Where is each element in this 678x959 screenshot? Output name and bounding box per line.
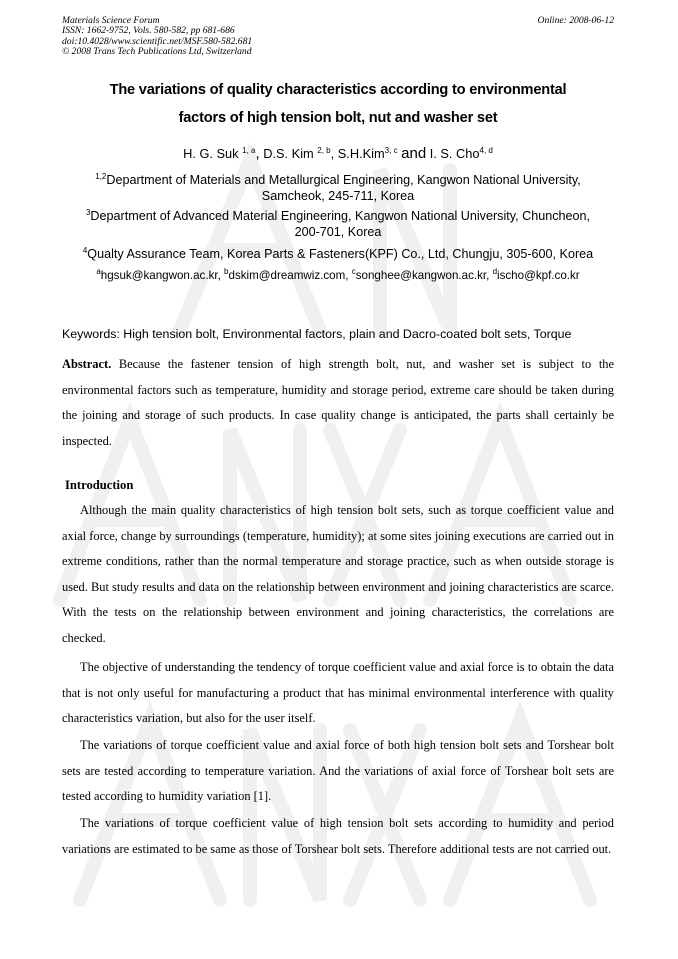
author-name: S.H.Kim <box>337 146 385 161</box>
author-name: D.S. Kim <box>263 146 314 161</box>
affiliation-text-cont: 200-701, Korea <box>294 225 382 239</box>
paragraph-text: The variations of torque coefficient value and axial force of both high tension bolt sets and Torshear bolt sets are tested according to temperature variation. And the variations of axial force of Torshear bolt sets are tested according to humidity variation [1]. <box>62 738 614 804</box>
online-date: Online: 2008-06-12 <box>537 15 614 26</box>
email-mark: a <box>96 267 101 276</box>
affiliation-1 <box>62 172 614 204</box>
author-affiliation-mark: 2, b <box>317 146 331 155</box>
affiliation-text: Qualty Assurance Team, Korea Parts & Fasteners(KPF) Co., Ltd, Chungju, 305-600, Korea <box>87 247 594 261</box>
author-emails <box>62 268 614 284</box>
paper-title-line-2: factors of high tension bolt, nut and washer set <box>178 110 498 126</box>
intro-paragraph <box>62 811 614 862</box>
email-mark: d <box>492 267 498 276</box>
abstract <box>62 352 614 454</box>
email-address[interactable]: dskim@dreamwiz.com, <box>228 269 349 282</box>
author-list <box>62 146 614 162</box>
email-mark: b <box>224 267 229 276</box>
author-name: H. G. Suk <box>183 146 239 161</box>
author-separator: , <box>255 145 260 162</box>
journal-header <box>62 16 252 58</box>
affiliation-text-cont: Samcheok, 245-711, Korea <box>261 189 415 203</box>
keywords: Keywords: High tension bolt, Environmental factors, plain and Dacro-coated bolt sets, Torque <box>62 327 572 341</box>
affiliation-text: Department of Materials and Metallurgical Engineering, Kangwon National University, <box>106 173 581 187</box>
affiliation-mark: 3 <box>85 208 91 217</box>
doi-line: doi:10.4028/www.scientific.net/MSF.580-582.681 <box>62 35 253 47</box>
affiliation-4 <box>62 246 614 262</box>
author-separator: , <box>330 146 335 161</box>
intro-paragraph <box>62 733 614 810</box>
email-address[interactable]: songhee@kangwon.ac.kr, <box>355 269 490 282</box>
affiliation-mark: 4 <box>82 246 88 255</box>
email-mark: c <box>351 267 356 276</box>
intro-paragraph <box>62 655 614 732</box>
author-separator: and <box>401 145 427 162</box>
email-address[interactable]: ischo@kpf.co.kr <box>497 269 580 282</box>
section-heading-introduction: Introduction <box>65 478 134 492</box>
affiliation-text: Department of Advanced Material Engineering, Kangwon National University, Chuncheon, <box>90 209 591 223</box>
email-address[interactable]: hgsuk@kangwon.ac.kr, <box>100 269 221 282</box>
issn-line: ISSN: 1662-9752, Vols. 580-582, pp 681-686 <box>62 25 235 37</box>
journal-name: Materials Science Forum <box>62 15 160 26</box>
author-affiliation-mark: 4, d <box>479 146 493 155</box>
paper-title-line-1: The variations of quality characteristics according to environmental <box>109 82 567 98</box>
abstract-label: Abstract. <box>62 357 112 371</box>
author-affiliation-mark: 1, a <box>242 146 256 155</box>
author-affiliation-mark: 3, c <box>384 146 398 155</box>
abstract-text: Because the fastener tension of high strength bolt, nut, and washer set is subject to the environmental factors such as temperature, humidity and storage period, extreme care should be taken during the joining and storage of such products. In case quality change is anticipated, the parts shall certainly be inspected. <box>62 357 614 448</box>
paragraph-text: Although the main quality characteristics of high tension bolt sets, such as torque coefficient value and axial force, change by surroundings (temperature, humidity); at some sites joining executions are carried out in extreme conditions, rather than the normal temperature and storage practice, such as when outside storage is used. But study results and data on the relationship between environment and joining characteristics are scarce. With the tests on the relationship between environment and joining characteristics, the correlations are checked. <box>62 503 614 645</box>
author-name: I. S. Cho <box>429 146 480 161</box>
affiliation-mark: 1,2 <box>95 172 107 181</box>
paragraph-text: The objective of understanding the tendency of torque coefficient value and axial force is to obtain the data that is not only useful for manufacturing a product that has minimal environmental interference with quality characteristics variation, but also for the user itself. <box>62 660 614 726</box>
paragraph-text: The variations of torque coefficient value of high tension bolt sets according to humidity and period variations are estimated to be same as those of Torshear bolt sets. Therefore additional tests are not carried out. <box>62 816 614 856</box>
affiliation-3 <box>62 208 614 240</box>
intro-paragraph <box>62 498 614 652</box>
copyright-line: © 2008 Trans Tech Publications Ltd, Switzerland <box>62 46 252 58</box>
